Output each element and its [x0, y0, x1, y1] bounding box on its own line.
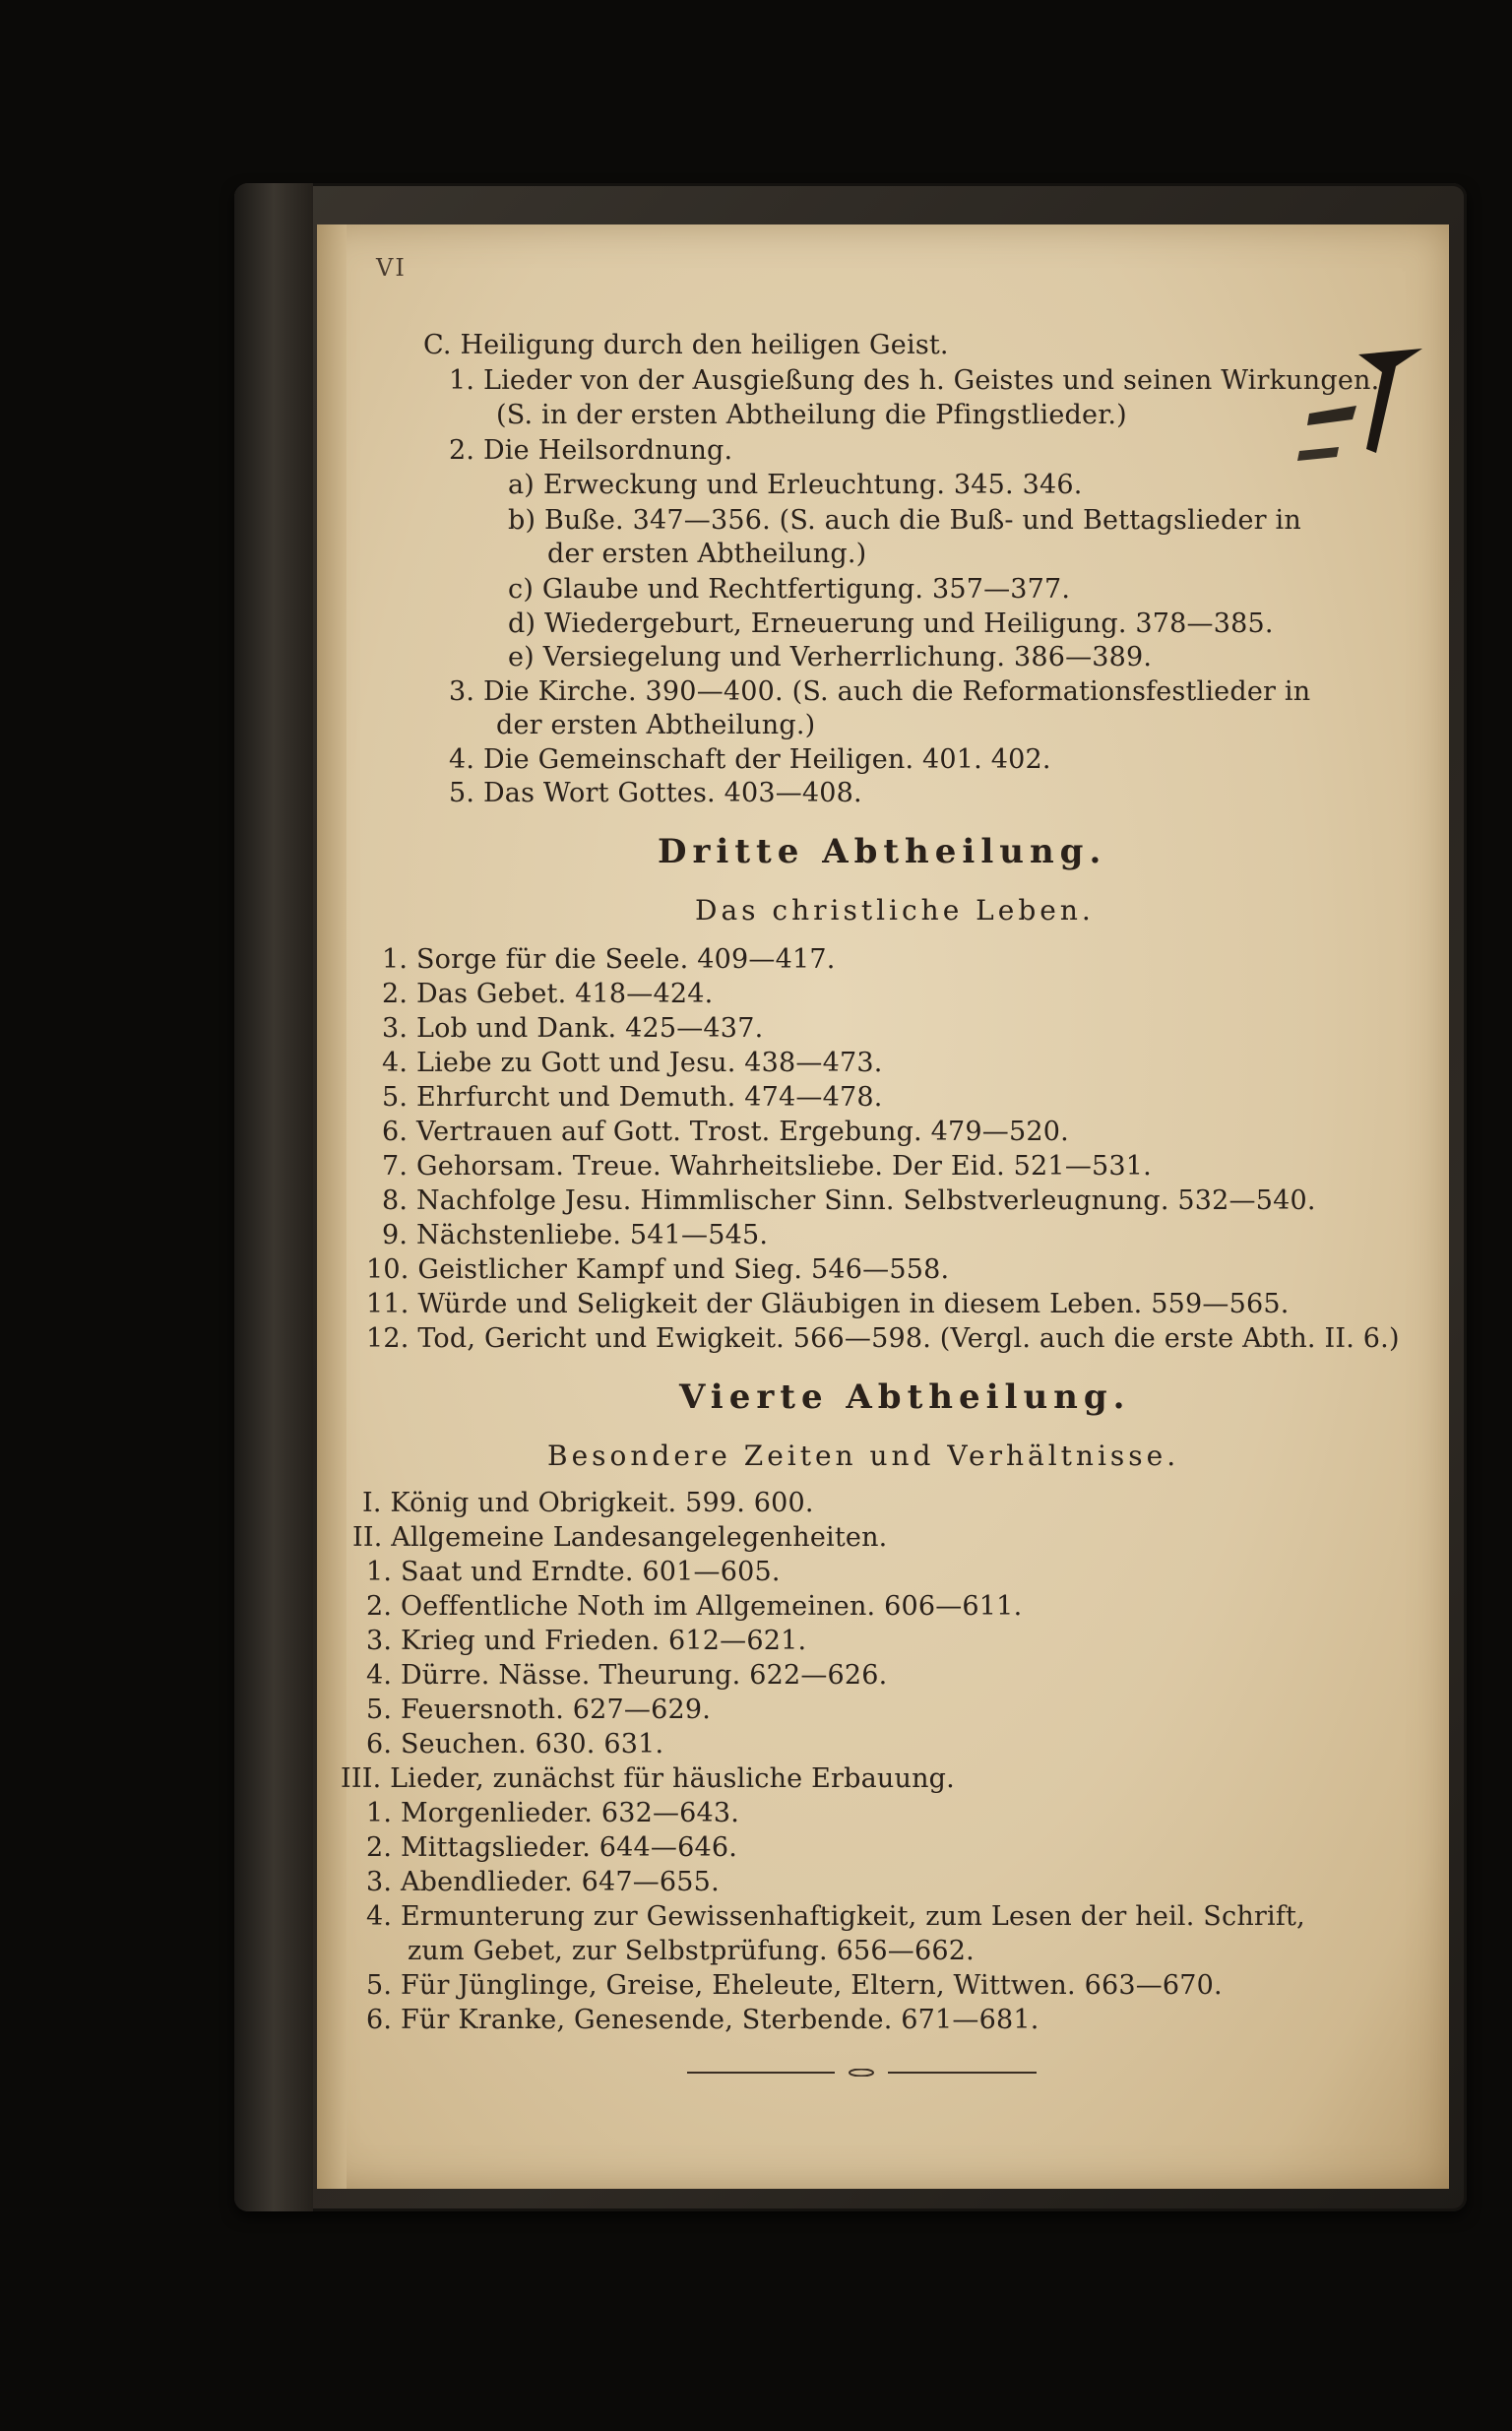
toc-line: zum Gebet, zur Selbstprüfung. 656—662. [408, 1936, 975, 1966]
toc-line: 3. Die Kirche. 390—400. (S. auch die Reformationsfestlieder in [449, 676, 1311, 707]
book-spine [234, 183, 313, 2211]
toc-line: 8. Nachfolge Jesu. Himmlischer Sinn. Selbstverleugnung. 532—540. [382, 1185, 1316, 1216]
toc-line: 4. Die Gemeinschaft der Heiligen. 401. 402. [449, 744, 1051, 775]
section-c-heading: C. Heiligung durch den heiligen Geist. [423, 330, 949, 360]
toc-line: 6. Seuchen. 630. 631. [366, 1729, 664, 1759]
toc-line: 5. Für Jünglinge, Greise, Eheleute, Eltern, Wittwen. 663—670. [366, 1970, 1223, 2001]
toc-line: 6. Für Kranke, Genesende, Sterbende. 671—681. [366, 2005, 1040, 2035]
toc-line: d) Wiedergeburt, Erneuerung und Heiligung. 378—385. [508, 608, 1274, 639]
toc-line: 2. Die Heilsordnung. [449, 435, 733, 466]
toc-line: 2. Das Gebet. 418—424. [382, 979, 714, 1009]
toc-line: 4. Dürre. Nässe. Theurung. 622—626. [366, 1660, 888, 1691]
section-heading: Dritte Abtheilung. [658, 832, 1107, 871]
toc-line: (S. in der ersten Abtheilung die Pfingstlieder.) [496, 400, 1127, 430]
toc-line: 5. Ehrfurcht und Demuth. 474—478. [382, 1082, 883, 1113]
section-heading: Vierte Abtheilung. [679, 1377, 1131, 1417]
toc-line: 10. Geistlicher Kampf und Sieg. 546—558. [366, 1254, 950, 1285]
toc-line: 12. Tod, Gericht und Ewigkeit. 566—598. (Vergl. auch die erste Abth. II. 6.) [366, 1323, 1400, 1354]
toc-line: 1. Lieder von der Ausgießung des h. Geistes und seinen Wirkungen. [449, 365, 1380, 396]
toc-line: 9. Nächstenliebe. 541—545. [382, 1220, 769, 1250]
toc-line: b) Buße. 347—356. (S. auch die Buß- und Bettagslieder in [508, 505, 1301, 536]
toc-line: 1. Saat und Erndte. 601—605. [366, 1557, 781, 1587]
toc-line: 5. Feuersnoth. 627—629. [366, 1695, 712, 1725]
section-subheading: Das christliche Leben. [695, 894, 1095, 927]
toc-line: 11. Würde und Seligkeit der Gläubigen in diesem Leben. 559—565. [366, 1289, 1290, 1319]
toc-line: II. Allgemeine Landesangelegenheiten. [352, 1522, 888, 1553]
toc-line: I. König und Obrigkeit. 599. 600. [362, 1488, 814, 1518]
page-gutter [317, 224, 346, 2189]
toc-line: 3. Abendlieder. 647—655. [366, 1867, 720, 1897]
toc-line: der ersten Abtheilung.) [496, 710, 816, 740]
toc-line: 1. Sorge für die Seele. 409—417. [382, 944, 836, 975]
toc-line: 3. Lob und Dank. 425—437. [382, 1013, 764, 1044]
toc-line: 2. Oeffentliche Noth im Allgemeinen. 606—611. [366, 1591, 1023, 1622]
toc-line: 6. Vertrauen auf Gott. Trost. Ergebung. 479—520. [382, 1117, 1069, 1147]
page-number: VI [376, 254, 407, 282]
toc-line: 5. Das Wort Gottes. 403—408. [449, 778, 862, 808]
toc-line: 4. Ermunterung zur Gewissenhaftigkeit, zum Lesen der heil. Schrift, [366, 1901, 1305, 1932]
toc-line: 1. Morgenlieder. 632—643. [366, 1798, 740, 1828]
section-subheading: Besondere Zeiten und Verhältnisse. [547, 1439, 1180, 1472]
toc-line: a) Erweckung und Erleuchtung. 345. 346. [508, 470, 1083, 500]
toc-line: 7. Gehorsam. Treue. Wahrheitsliebe. Der Eid. 521—531. [382, 1151, 1152, 1182]
ink-mark-icon [1280, 345, 1437, 463]
toc-line: 4. Liebe zu Gott und Jesu. 438—473. [382, 1048, 883, 1078]
toc-line: der ersten Abtheilung.) [547, 539, 867, 569]
toc-line: III. Lieder, zunächst für häusliche Erbauung. [341, 1763, 955, 1794]
toc-line: c) Glaube und Rechtfertigung. 357—377. [508, 574, 1071, 605]
toc-line: e) Versiegelung und Verherrlichung. 386—389. [508, 642, 1153, 672]
end-ornament [687, 2069, 1037, 2077]
toc-line: 2. Mittagslieder. 644—646. [366, 1832, 738, 1863]
toc-line: 3. Krieg und Frieden. 612—621. [366, 1626, 807, 1656]
